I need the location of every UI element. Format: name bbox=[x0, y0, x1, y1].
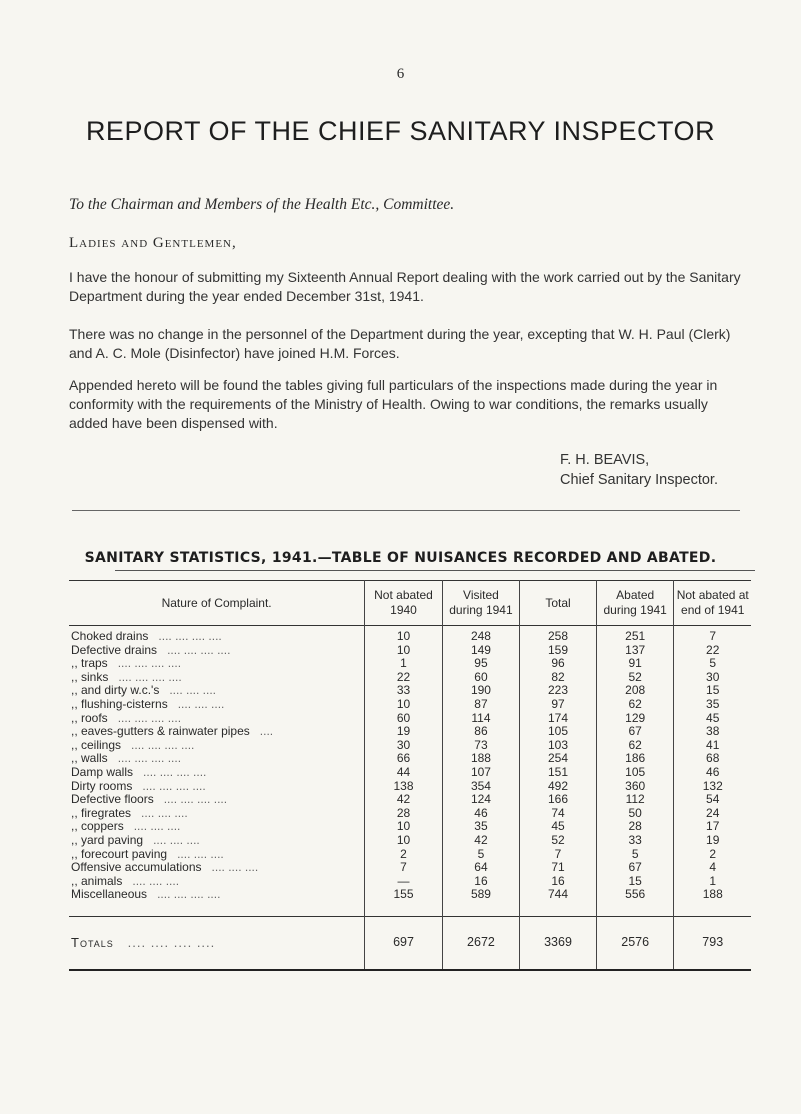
value-cell: 174 bbox=[520, 712, 597, 726]
value-cell: 52 bbox=[520, 834, 597, 848]
totals-row bbox=[69, 916, 751, 970]
complaint-name bbox=[69, 657, 365, 671]
table-row bbox=[69, 644, 751, 658]
complaint-label: ,, eaves-gutters & rainwater pipes bbox=[71, 724, 250, 739]
value-cell: 589 bbox=[442, 888, 519, 902]
value-cell: 52 bbox=[596, 671, 674, 685]
complaint-label: ,, forecourt paving bbox=[71, 846, 168, 861]
page-title: REPORT OF THE CHIEF SANITARY INSPECTOR bbox=[85, 116, 716, 146]
header-total: Total bbox=[520, 581, 597, 626]
complaint-label: Totals bbox=[71, 935, 114, 951]
leader-dots: .... .... .... .... bbox=[143, 764, 207, 779]
value-cell: 556 bbox=[596, 888, 674, 902]
complaint-label: Defective floors bbox=[71, 792, 154, 807]
complaint-label: Defective drains bbox=[71, 642, 158, 657]
table-title-underline bbox=[115, 570, 755, 571]
complaint-label: ,, coppers bbox=[71, 819, 124, 834]
value-cell: 45 bbox=[520, 820, 597, 834]
leader-dots: .... .... .... bbox=[177, 846, 224, 861]
complaint-name bbox=[69, 793, 365, 807]
value-cell: 16 bbox=[442, 875, 519, 889]
table-row bbox=[69, 780, 751, 794]
header-not-abated-1940: Not abated 1940 bbox=[365, 581, 442, 626]
leader-dots: .... .... .... .... bbox=[157, 887, 221, 902]
spacer-cell bbox=[69, 902, 365, 917]
complaint-label: ,, and dirty w.c.'s bbox=[71, 683, 160, 698]
table-body bbox=[69, 626, 751, 970]
value-cell: 19 bbox=[365, 725, 442, 739]
value-cell: 251 bbox=[596, 626, 674, 644]
value-cell: 71 bbox=[520, 861, 597, 875]
nuisances-table bbox=[69, 580, 751, 971]
value-cell: 107 bbox=[442, 766, 519, 780]
value-cell: 46 bbox=[442, 807, 519, 821]
leader-dots: .... .... .... .... bbox=[131, 737, 195, 752]
leader-dots: .... .... .... bbox=[133, 819, 181, 834]
value-cell: 10 bbox=[365, 698, 442, 712]
leader-dots: .... .... .... .... bbox=[127, 935, 216, 951]
leader-dots: .... .... .... bbox=[141, 805, 188, 820]
complaint-label: ,, ceilings bbox=[71, 737, 122, 752]
value-cell: 33 bbox=[365, 684, 442, 698]
table-row bbox=[69, 671, 751, 685]
value-cell: 2672 bbox=[442, 916, 519, 970]
value-cell: 132 bbox=[674, 780, 751, 794]
complaint-name bbox=[69, 725, 365, 739]
value-cell: 151 bbox=[520, 766, 597, 780]
table-row bbox=[69, 861, 751, 875]
value-cell: 19 bbox=[674, 834, 751, 848]
complaint-name bbox=[69, 807, 365, 821]
spacer-cell bbox=[442, 902, 519, 917]
value-cell: 223 bbox=[520, 684, 597, 698]
leader-dots: .... .... .... .... bbox=[142, 778, 206, 793]
salutation: Ladies and Gentlemen, bbox=[69, 235, 237, 251]
value-cell: 124 bbox=[442, 793, 519, 807]
value-cell: 105 bbox=[520, 725, 597, 739]
table-row bbox=[69, 820, 751, 834]
complaint-label: Choked drains bbox=[71, 629, 149, 643]
complaint-name bbox=[69, 820, 365, 834]
page-number: 6 bbox=[396, 66, 405, 82]
value-cell: 17 bbox=[674, 820, 751, 834]
value-cell: 46 bbox=[674, 766, 751, 780]
value-cell: 114 bbox=[442, 712, 519, 726]
value-cell: 24 bbox=[674, 807, 751, 821]
value-cell: 7 bbox=[674, 626, 751, 644]
value-cell: 208 bbox=[596, 684, 674, 698]
value-cell: 188 bbox=[442, 752, 519, 766]
complaint-name bbox=[69, 712, 365, 726]
leader-dots: .... .... .... .... bbox=[118, 669, 182, 684]
table-row bbox=[69, 875, 751, 889]
value-cell: — bbox=[365, 875, 442, 889]
value-cell: 42 bbox=[442, 834, 519, 848]
leader-dots: .... .... .... .... bbox=[117, 751, 182, 766]
value-cell: 258 bbox=[520, 626, 597, 644]
value-cell: 86 bbox=[442, 725, 519, 739]
value-cell: 3369 bbox=[520, 916, 597, 970]
value-cell: 5 bbox=[596, 848, 674, 862]
complaint-name bbox=[69, 644, 365, 658]
complaint-name bbox=[69, 888, 365, 902]
table-row bbox=[69, 766, 751, 780]
complaint-name bbox=[69, 875, 365, 889]
value-cell: 10 bbox=[365, 820, 442, 834]
value-cell: 166 bbox=[520, 793, 597, 807]
complaint-label: ,, flushing-cisterns bbox=[71, 696, 168, 711]
value-cell: 129 bbox=[596, 712, 674, 726]
complaint-name bbox=[69, 834, 365, 848]
value-cell: 7 bbox=[365, 861, 442, 875]
value-cell: 96 bbox=[520, 657, 597, 671]
header-nature: Nature of Complaint. bbox=[161, 595, 272, 610]
value-cell: 64 bbox=[442, 861, 519, 875]
table-row bbox=[69, 807, 751, 821]
value-cell: 4 bbox=[674, 861, 751, 875]
value-cell: 42 bbox=[365, 793, 442, 807]
value-cell: 82 bbox=[520, 671, 597, 685]
complaint-label: Damp walls bbox=[71, 764, 134, 779]
complaint-name bbox=[69, 916, 365, 970]
value-cell: 186 bbox=[596, 752, 674, 766]
value-cell: 138 bbox=[365, 780, 442, 794]
value-cell: 62 bbox=[596, 698, 674, 712]
value-cell: 50 bbox=[596, 807, 674, 821]
value-cell: 66 bbox=[365, 752, 442, 766]
value-cell: 7 bbox=[520, 848, 597, 862]
value-cell: 492 bbox=[520, 780, 597, 794]
value-cell: 97 bbox=[520, 698, 597, 712]
value-cell: 38 bbox=[674, 725, 751, 739]
table-header-row bbox=[69, 581, 751, 626]
spacer-row bbox=[69, 902, 751, 917]
complaint-label: ,, animals bbox=[71, 873, 123, 888]
table-row bbox=[69, 848, 751, 862]
value-cell: 28 bbox=[596, 820, 674, 834]
complaint-name bbox=[69, 698, 365, 712]
value-cell: 188 bbox=[674, 888, 751, 902]
complaint-name bbox=[69, 671, 365, 685]
value-cell: 254 bbox=[520, 752, 597, 766]
addressee: To the Chairman and Members of the Health Etc., Committee. bbox=[69, 196, 455, 213]
table-row bbox=[69, 888, 751, 902]
table-row bbox=[69, 793, 751, 807]
value-cell: 15 bbox=[674, 684, 751, 698]
value-cell: 105 bbox=[596, 766, 674, 780]
complaint-label: ,, walls bbox=[71, 751, 108, 766]
complaint-name bbox=[69, 752, 365, 766]
leader-dots: .... .... .... .... bbox=[158, 629, 222, 643]
complaint-name bbox=[69, 766, 365, 780]
section-divider bbox=[72, 510, 740, 511]
value-cell: 2 bbox=[365, 848, 442, 862]
leader-dots: .... .... .... bbox=[169, 683, 217, 698]
value-cell: 793 bbox=[674, 916, 751, 970]
value-cell: 1 bbox=[365, 657, 442, 671]
value-cell: 54 bbox=[674, 793, 751, 807]
table-title: SANITARY STATISTICS, 1941.—TABLE OF NUISANCES RECORDED AND ABATED. bbox=[84, 550, 717, 566]
value-cell: 5 bbox=[674, 657, 751, 671]
spacer-cell bbox=[520, 902, 597, 917]
table-row bbox=[69, 657, 751, 671]
table-row bbox=[69, 725, 751, 739]
leader-dots: .... .... .... bbox=[153, 832, 200, 847]
value-cell: 45 bbox=[674, 712, 751, 726]
complaint-name bbox=[69, 861, 365, 875]
value-cell: 87 bbox=[442, 698, 519, 712]
complaint-label: ,, firegrates bbox=[71, 805, 132, 820]
value-cell: 16 bbox=[520, 875, 597, 889]
header-abated-1941: Abated during 1941 bbox=[596, 581, 674, 626]
paragraph-2: There was no change in the personnel of the Department during the year, excepting that W. H. Paul (Clerk) and A. C. Mole (Disinfector) have joined H.M. Forces. bbox=[69, 326, 731, 361]
value-cell: 67 bbox=[596, 725, 674, 739]
complaint-name bbox=[69, 848, 365, 862]
value-cell: 67 bbox=[596, 861, 674, 875]
value-cell: 744 bbox=[520, 888, 597, 902]
leader-dots: .... .... .... .... bbox=[167, 642, 231, 657]
value-cell: 5 bbox=[442, 848, 519, 862]
value-cell: 60 bbox=[365, 712, 442, 726]
leader-dots: .... bbox=[259, 724, 274, 739]
leader-dots: .... .... .... .... bbox=[163, 792, 228, 807]
table-row bbox=[69, 712, 751, 726]
spacer-cell bbox=[365, 902, 442, 917]
value-cell: 159 bbox=[520, 644, 597, 658]
value-cell: 33 bbox=[596, 834, 674, 848]
value-cell: 30 bbox=[365, 739, 442, 753]
value-cell: 354 bbox=[442, 780, 519, 794]
complaint-label: ,, yard paving bbox=[71, 832, 144, 847]
paragraph-3: Appended hereto will be found the tables giving full particulars of the inspections made during the year in conformity with the requirements of the Ministry of Health. Owing to war conditions, the remarks usually added have been dispensed with. bbox=[69, 377, 718, 431]
value-cell: 22 bbox=[365, 671, 442, 685]
complaint-name bbox=[69, 684, 365, 698]
value-cell: 360 bbox=[596, 780, 674, 794]
value-cell: 60 bbox=[442, 671, 519, 685]
leader-dots: .... .... .... bbox=[177, 696, 225, 711]
leader-dots: .... .... .... .... bbox=[117, 656, 182, 671]
table-row bbox=[69, 739, 751, 753]
complaint-label: ,, sinks bbox=[71, 669, 109, 684]
value-cell: 112 bbox=[596, 793, 674, 807]
value-cell: 248 bbox=[442, 626, 519, 644]
value-cell: 137 bbox=[596, 644, 674, 658]
value-cell: 41 bbox=[674, 739, 751, 753]
value-cell: 10 bbox=[365, 834, 442, 848]
value-cell: 62 bbox=[596, 739, 674, 753]
value-cell: 68 bbox=[674, 752, 751, 766]
signature-name: F. H. BEAVIS, bbox=[560, 452, 650, 468]
value-cell: 190 bbox=[442, 684, 519, 698]
leader-dots: .... .... .... bbox=[132, 873, 180, 888]
header-visited-1941: Visited during 1941 bbox=[442, 581, 519, 626]
complaint-name bbox=[69, 626, 365, 644]
value-cell: 155 bbox=[365, 888, 442, 902]
table-row bbox=[69, 752, 751, 766]
spacer-cell bbox=[674, 902, 751, 917]
value-cell: 15 bbox=[596, 875, 674, 889]
table-row bbox=[69, 698, 751, 712]
value-cell: 22 bbox=[674, 644, 751, 658]
value-cell: 149 bbox=[442, 644, 519, 658]
leader-dots: .... .... .... .... bbox=[117, 710, 182, 725]
value-cell: 35 bbox=[442, 820, 519, 834]
value-cell: 697 bbox=[365, 916, 442, 970]
complaint-label: ,, traps bbox=[71, 656, 108, 671]
value-cell: 28 bbox=[365, 807, 442, 821]
complaint-name bbox=[69, 739, 365, 753]
value-cell: 44 bbox=[365, 766, 442, 780]
paragraph-1: I have the honour of submitting my Sixteenth Annual Report dealing with the work carried out by the Sanitary Department during the year ended December 31st, 1941. bbox=[69, 269, 741, 304]
value-cell: 35 bbox=[674, 698, 751, 712]
complaint-label: Offensive accumulations bbox=[71, 860, 202, 875]
value-cell: 103 bbox=[520, 739, 597, 753]
value-cell: 10 bbox=[365, 644, 442, 658]
table-row bbox=[69, 684, 751, 698]
value-cell: 2 bbox=[674, 848, 751, 862]
leader-dots: .... .... .... bbox=[211, 860, 259, 875]
complaint-label: ,, roofs bbox=[71, 710, 108, 725]
complaint-label: Dirty rooms bbox=[71, 778, 133, 793]
signature-role: Chief Sanitary Inspector. bbox=[560, 472, 718, 488]
value-cell: 91 bbox=[596, 657, 674, 671]
complaint-name bbox=[69, 780, 365, 794]
spacer-cell bbox=[596, 902, 674, 917]
complaint-label: Miscellaneous bbox=[71, 887, 148, 902]
header-not-abated-end-1941: Not abated at end of 1941 bbox=[674, 581, 751, 626]
value-cell: 30 bbox=[674, 671, 751, 685]
table-row bbox=[69, 834, 751, 848]
value-cell: 2576 bbox=[596, 916, 674, 970]
value-cell: 95 bbox=[442, 657, 519, 671]
value-cell: 74 bbox=[520, 807, 597, 821]
value-cell: 73 bbox=[442, 739, 519, 753]
table-row bbox=[69, 626, 751, 644]
value-cell: 10 bbox=[365, 626, 442, 644]
value-cell: 1 bbox=[674, 875, 751, 889]
